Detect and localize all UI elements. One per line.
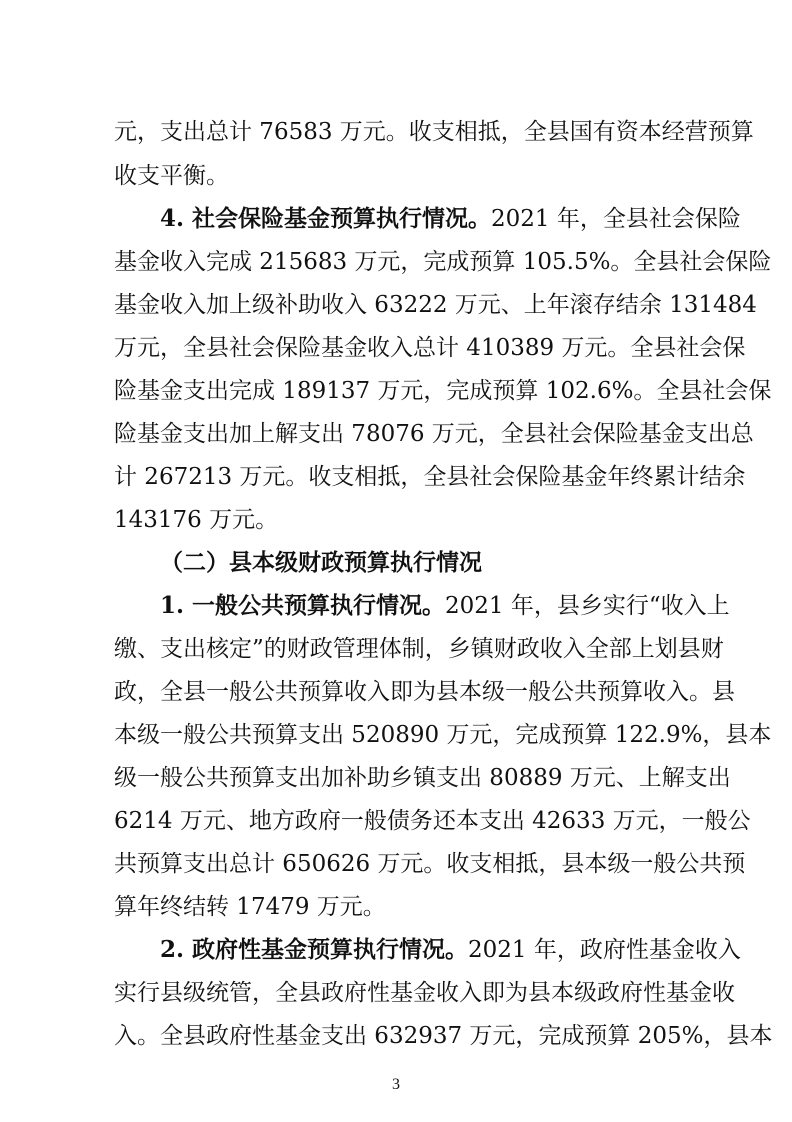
paragraph-line: 计 267213 万元。收支相抵，全县社会保险基金年终累计结余 [114, 464, 746, 490]
section-2-title: 2. 政府性基金预算执行情况。 [160, 936, 469, 963]
paragraph-line: 险基金支出加上解支出 78076 万元，全县社会保险基金支出总 [114, 421, 754, 447]
paragraph-line: 共预算支出总计 650626 万元。收支相抵，县本级一般公共预 [114, 851, 746, 877]
paragraph-line: 元，支出总计 76583 万元。收支相抵，全县国有资本经营预算 [114, 119, 754, 145]
paragraph-line: 收支平衡。 [114, 163, 229, 189]
section-heading: （二）县本级财政预算执行情况 [160, 549, 482, 576]
paragraph-line: 143176 万元。 [114, 507, 279, 533]
paragraph-line: 险基金支出完成 189137 万元，完成预算 102.6%。全县社会保 [114, 378, 772, 404]
section-2-line: 2. 政府性基金预算执行情况。2021 年，政府性基金收入 [160, 936, 741, 963]
page-number: 3 [392, 1076, 400, 1093]
section-4-line: 4. 社会保险基金预算执行情况。2021 年，全县社会保险 [160, 205, 741, 232]
section-4-title: 4. 社会保险基金预算执行情况。 [160, 205, 492, 232]
paragraph-line: 本级一般公共预算支出 520890 万元，完成预算 122.9%，县本 [114, 722, 772, 748]
paragraph-line: 级一般公共预算支出加补助乡镇支出 80889 万元、上解支出 [114, 765, 731, 791]
paragraph-line: 实行县级统管，全县政府性基金收入即为县本级政府性基金收 [114, 980, 735, 1006]
paragraph-line: 缴、支出核定”的财政管理体制，乡镇财政收入全部上划县财 [114, 636, 724, 662]
paragraph-line: 入。全县政府性基金支出 632937 万元，完成预算 205%，县本 [114, 1023, 773, 1049]
paragraph-line: 基金收入加上级补助收入 63222 万元、上年滚存结余 131484 [114, 292, 757, 318]
paragraph-line: 政，全县一般公共预算收入即为县本级一般公共预算收入。县 [114, 679, 735, 705]
section-1-line: 1. 一般公共预算执行情况。2021 年，县乡实行“收入上 [160, 592, 730, 619]
paragraph-line: 万元，全县社会保险基金收入总计 410389 万元。全县社会保 [114, 335, 746, 361]
paragraph-line: 基金收入完成 215683 万元，完成预算 105.5%。全县社会保险 [114, 249, 772, 275]
section-1-title: 1. 一般公共预算执行情况。 [160, 592, 446, 619]
paragraph-line: 算年终结转 17479 万元。 [114, 894, 386, 920]
paragraph-line: 6214 万元、地方政府一般债务还本支出 42633 万元，一般公 [114, 808, 751, 834]
